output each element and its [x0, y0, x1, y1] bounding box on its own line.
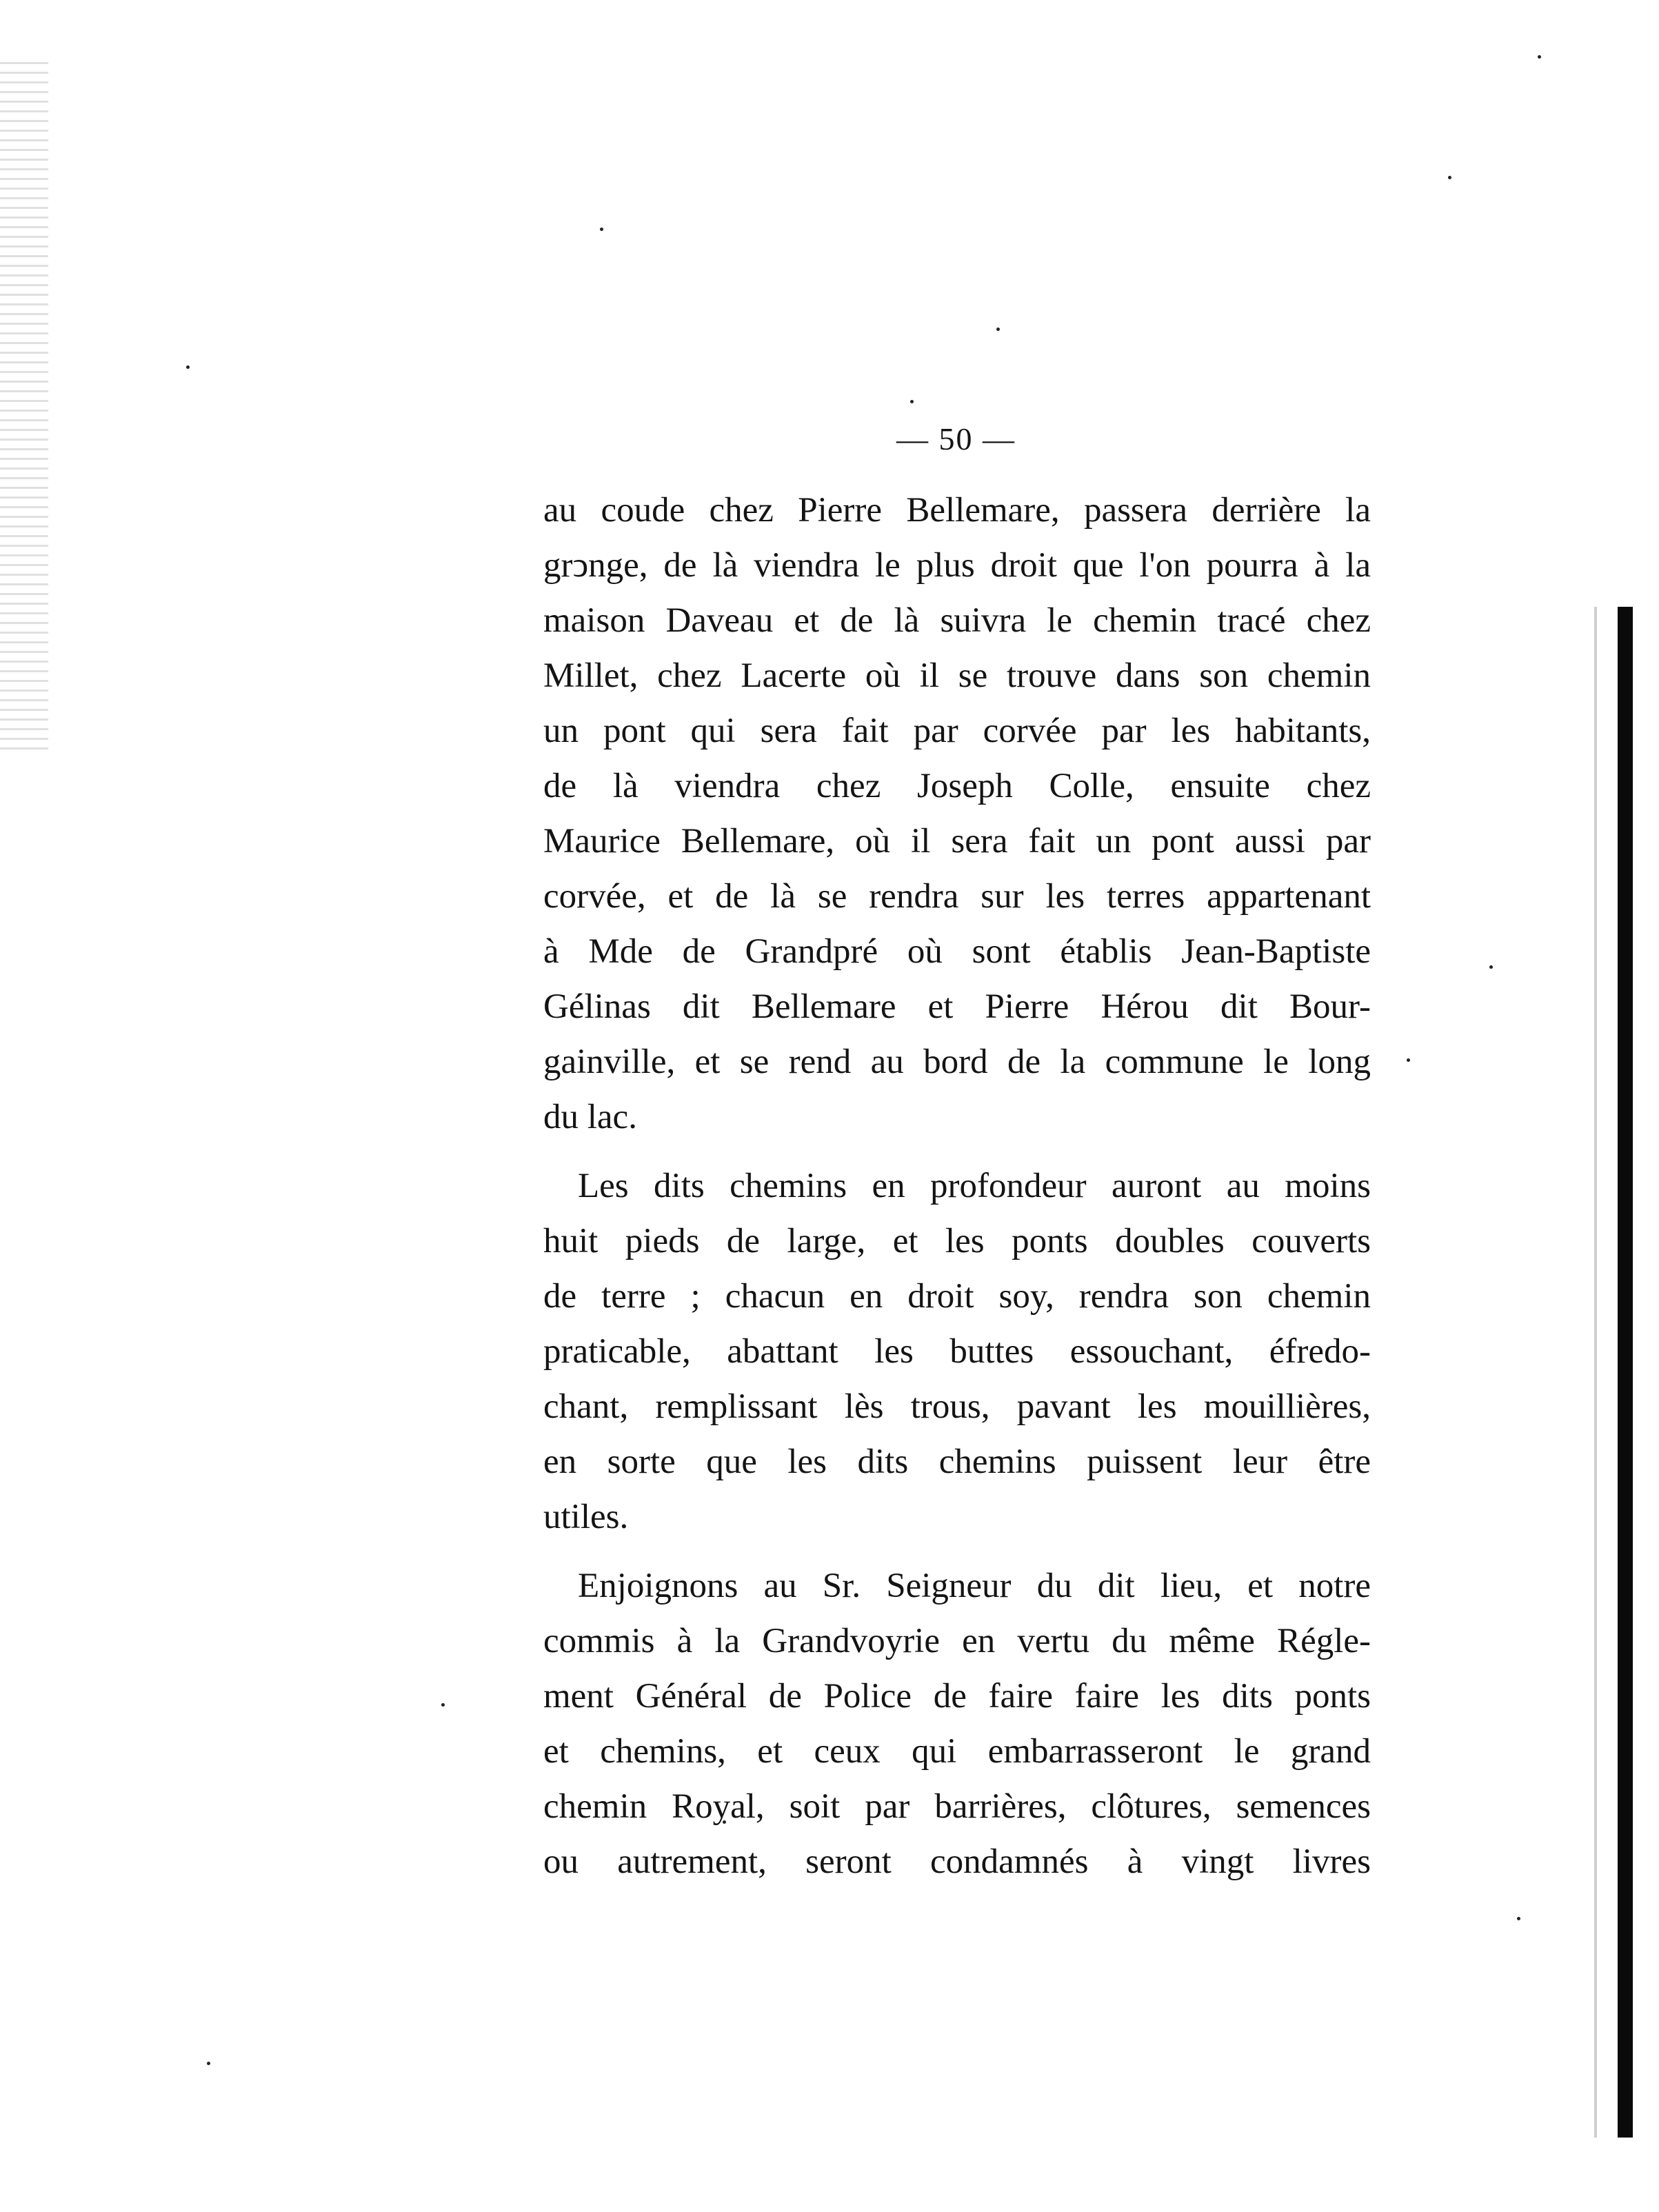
- scan-edge-bar: [1618, 607, 1633, 2138]
- text-line: de terre ; chacun en droit soy, rendra son chemin: [543, 1277, 1371, 1316]
- scan-speck: [1489, 965, 1493, 969]
- text-line: utiles.: [543, 1498, 629, 1536]
- text-line: Maurice Bellemare, où il sera fait un pont aussi par: [543, 822, 1371, 861]
- text-line: grↄnge, de là viendra le plus droit que l'on pourra à la: [543, 546, 1371, 585]
- text-line: chant, remplissant lès trous, pavant les mouillières,: [543, 1387, 1371, 1426]
- scan-speck: [600, 228, 603, 231]
- text-line: Gélinas dit Bellemare et Pierre Hérou dit Bour-: [543, 987, 1371, 1026]
- text-line: ou autrement, seront condamnés à vingt livres: [543, 1842, 1371, 1881]
- scan-speck: [1448, 176, 1451, 179]
- scan-speck: [1407, 1058, 1410, 1062]
- text-line: et chemins, et ceux qui embarrasseront le grand: [543, 1732, 1371, 1771]
- text-line: huit pieds de large, et les ponts doubles couverts: [543, 1222, 1371, 1260]
- scan-speck: [441, 1703, 445, 1707]
- scan-speck: [996, 328, 1000, 331]
- text-line: à Mde de Grandpré où sont établis Jean-Baptiste: [543, 932, 1371, 971]
- text-line: en sorte que les dits chemins puissent leur être: [543, 1442, 1371, 1481]
- text-line: Les dits chemins en profondeur auront au moins: [578, 1167, 1371, 1205]
- text-line: chemin Royal, soit par barrières, clôtures, semences: [543, 1787, 1371, 1826]
- text-line: ment Général de Police de faire faire les dits ponts: [543, 1677, 1371, 1716]
- text-line: corvée, et de là se rendra sur les terres appartenant: [543, 877, 1371, 916]
- text-line: Millet, chez Lacerte où il se trouve dans son chemin: [543, 656, 1371, 695]
- text-line: gainville, et se rend au bord de la commune le long: [543, 1043, 1371, 1081]
- scan-speck: [186, 365, 190, 369]
- scan-speck: [1517, 1917, 1520, 1920]
- text-line: du lac.: [543, 1098, 637, 1136]
- scan-speck: [910, 400, 914, 403]
- scan-edge-noise: [0, 62, 48, 752]
- scan-edge-line: [1594, 607, 1597, 2138]
- text-line: de là viendra chez Joseph Colle, ensuite chez: [543, 767, 1371, 805]
- text-line: commis à la Grandvoyrie en vertu du même Régle-: [543, 1622, 1371, 1660]
- page-number: — 50 —: [896, 421, 1016, 456]
- text-line: au coude chez Pierre Bellemare, passera derrière la: [543, 491, 1371, 530]
- scan-speck: [207, 2062, 210, 2065]
- text-line: un pont qui sera fait par corvée par les habitants,: [543, 712, 1371, 750]
- text-line: praticable, abattant les buttes essouchant, éfredo-: [543, 1332, 1371, 1371]
- text-line: Enjoignons au Sr. Seigneur du dit lieu, et notre: [578, 1567, 1371, 1605]
- scan-speck: [1538, 55, 1541, 59]
- body-text: [543, 483, 1371, 1889]
- text-line: maison Daveau et de là suivra le chemin tracé chez: [543, 601, 1371, 640]
